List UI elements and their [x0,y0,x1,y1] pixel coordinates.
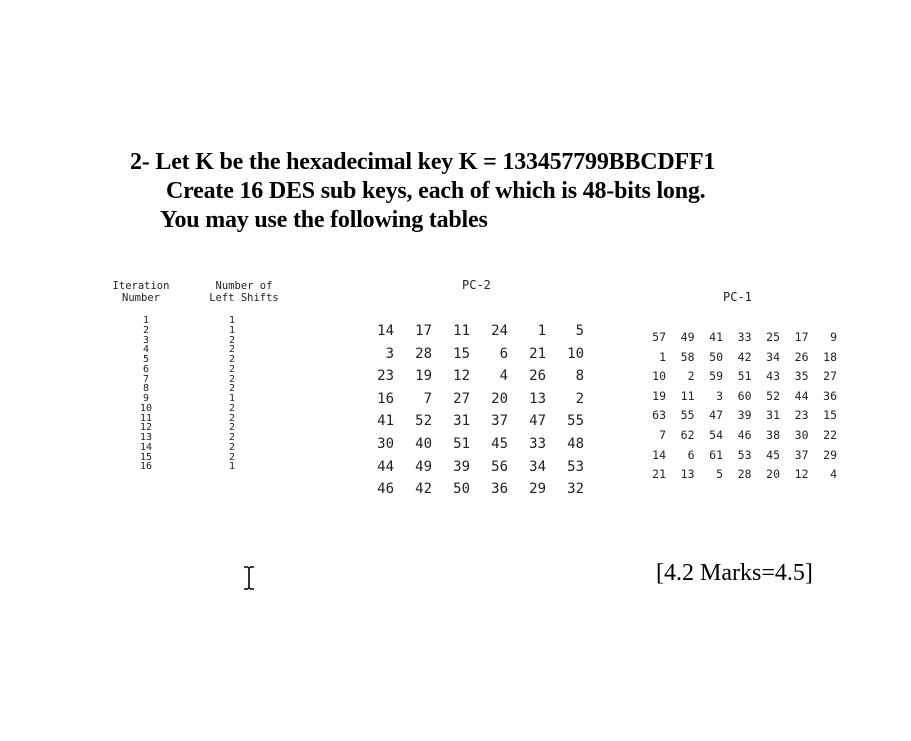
pc2-row [372,343,588,366]
pc2-cell: 2 [575,390,584,407]
pc1-row [648,348,842,368]
pc2-cell: 23 [377,368,394,385]
pc1-cell: 51 [737,369,752,384]
pc1-cell: 42 [737,349,752,364]
pc2-cell: 52 [415,413,432,430]
pc1-cell: 30 [794,427,809,442]
left-shift-cell: 2 [228,363,236,375]
pc2-table [372,320,588,501]
pc2-cell: 12 [453,368,470,385]
pc2-cell: 49 [415,458,432,475]
iteration-number-cell: 7 [142,373,150,385]
pc2-cell: 16 [377,390,394,407]
pc1-cell: 5 [716,467,723,482]
pc1-row [648,406,842,426]
pc2-cell: 20 [491,390,508,407]
pc1-cell: 53 [737,447,752,462]
pc2-cell: 55 [567,413,584,430]
header-text: Number [122,292,160,304]
pc1-cell: 39 [737,408,752,423]
pc2-row [372,478,588,501]
pc1-row [648,426,842,446]
left-shift-cell: 2 [228,373,236,385]
iteration-number-cell: 9 [142,393,150,404]
iteration-number-cell: 12 [139,422,153,434]
pc2-cell: 45 [491,435,508,452]
pc2-cell: 4 [499,368,508,385]
left-shift-cell: 1 [228,315,236,326]
pc2-cell: 32 [567,481,584,498]
pc2-cell: 53 [567,458,584,475]
pc1-cell: 4 [830,467,837,482]
pc1-title: PC-1 [723,290,752,304]
pc1-cell: 54 [709,427,723,442]
pc2-cell: 30 [377,435,394,452]
pc1-cell: 19 [652,388,666,403]
question-line-2: Create 16 DES sub keys, each of which is 48-bits long. [166,178,706,204]
iteration-number-cell: 14 [139,441,153,453]
pc2-cell: 15 [453,345,470,362]
pc1-cell: 52 [766,388,780,403]
pc1-cell: 62 [680,427,695,442]
pc2-cell: 51 [453,435,470,452]
left-shift-cell: 2 [228,354,236,365]
pc2-row [372,433,588,456]
iteration-number-cell: 10 [139,402,153,414]
pc2-cell: 41 [377,413,394,430]
iteration-number-cell: 1 [142,315,150,326]
pc1-table [648,328,842,485]
pc1-cell: 55 [680,408,695,423]
pc1-cell: 41 [709,330,723,344]
pc1-cell: 7 [659,427,666,442]
pc2-cell: 39 [453,458,470,475]
pc2-cell: 24 [491,323,508,339]
pc2-cell: 36 [491,481,508,498]
pc1-cell: 28 [737,467,752,482]
pc1-cell: 60 [737,388,752,403]
pc2-row [372,320,588,343]
pc2-cell: 46 [377,481,394,498]
header-text: Number of [215,280,273,292]
pc1-cell: 35 [794,369,809,384]
iteration-number-header [96,280,186,304]
pc2-cell: 40 [415,435,432,452]
pc1-cell: 10 [652,369,666,384]
left-shift-cell: 2 [228,432,236,443]
left-shift-cell: 2 [228,383,236,395]
pc2-row [372,388,588,411]
left-shift-cell: 2 [228,412,236,424]
pc1-row [648,465,842,485]
pc2-cell: 50 [453,481,470,498]
pc1-cell: 36 [823,388,837,403]
shifts-column [217,316,247,472]
pc1-cell: 50 [709,349,723,364]
pc2-cell: 1 [537,323,546,339]
left-shift-cell: 1 [228,393,236,404]
pc2-cell: 19 [415,368,432,385]
pc2-cell: 13 [529,390,546,407]
iteration-number-cell: 11 [139,412,153,424]
header-text: Iteration [112,280,170,292]
pc1-cell: 46 [737,427,752,442]
pc2-cell: 5 [575,323,584,339]
header-text: Left Shifts [209,292,279,304]
question-text [130,148,715,235]
left-shift-cell: 2 [228,334,236,346]
pc1-cell: 58 [680,349,695,364]
pc1-cell: 6 [687,447,695,462]
pc1-cell: 44 [794,388,809,403]
pc2-cell: 42 [415,481,432,498]
pc2-cell: 17 [415,323,432,339]
pc1-cell: 63 [652,408,666,423]
iteration-number-cell: 13 [139,432,153,443]
pc2-cell: 29 [529,481,546,498]
left-shifts-header [199,280,289,304]
iteration-column [131,316,161,472]
pc1-cell: 22 [823,427,837,442]
marks-label: [4.2 Marks=4.5] [656,560,813,586]
pc2-cell: 37 [491,413,508,430]
pc1-cell: 26 [794,349,809,364]
pc2-row [372,410,588,433]
pc1-cell: 59 [709,369,723,384]
left-shift-cell: 2 [228,441,236,453]
pc1-cell: 9 [830,330,837,344]
pc2-cell: 33 [529,435,546,452]
question-line-1: 2- Let K be the hexadecimal key K = 133457799BBCDFF1 [130,149,716,175]
pc2-cell: 47 [529,413,546,430]
pc1-cell: 31 [766,408,780,423]
pc1-cell: 1 [659,349,666,364]
pc2-row [372,456,588,479]
pc2-cell: 56 [491,458,508,475]
iteration-number-cell: 15 [139,451,153,463]
left-shift-cell: 1 [228,461,236,473]
pc1-cell: 49 [680,330,695,344]
pc2-cell: 10 [567,345,584,362]
iteration-number-cell: 4 [142,344,150,356]
left-shift-cell: 1 [228,324,236,336]
pc2-cell: 3 [385,345,394,362]
pc2-row [372,365,588,388]
pc1-cell: 11 [680,388,695,403]
text-cursor-icon [241,566,257,590]
pc2-cell: 6 [499,345,508,362]
pc2-cell: 26 [529,368,546,385]
pc1-cell: 43 [766,369,780,384]
left-shift-cell: 2 [228,451,236,463]
pc1-cell: 61 [709,447,723,462]
pc1-cell: 17 [794,330,809,344]
pc2-cell: 48 [567,435,584,452]
iteration-number-cell: 16 [139,461,153,473]
pc2-cell: 14 [377,323,394,339]
pc1-cell: 45 [766,447,780,462]
iteration-number-cell: 3 [142,334,150,346]
pc1-row [648,367,842,387]
left-shift-cell: 2 [228,344,236,356]
pc1-cell: 57 [652,330,666,344]
left-shift-cell: 2 [228,422,236,434]
pc1-cell: 21 [652,467,666,482]
left-shift-cell: 2 [228,402,236,414]
pc1-row [648,387,842,407]
pc1-cell: 23 [794,408,809,423]
iteration-number-cell: 5 [142,354,150,365]
pc2-cell: 11 [453,323,470,339]
pc1-cell: 33 [737,330,752,344]
pc2-cell: 28 [415,345,432,362]
pc1-cell: 47 [709,408,723,423]
pc2-cell: 31 [453,413,470,430]
pc2-cell: 27 [453,390,470,407]
pc1-cell: 15 [823,408,837,423]
pc2-title: PC-2 [462,278,491,292]
pc1-cell: 25 [766,330,780,344]
pc1-cell: 37 [794,447,809,462]
pc1-cell: 38 [766,427,780,442]
pc1-cell: 27 [823,369,837,384]
pc1-cell: 14 [652,447,666,462]
pc1-cell: 2 [687,369,695,384]
pc1-cell: 20 [766,467,780,482]
pc1-cell: 13 [680,467,695,482]
pc1-row [648,328,842,348]
pc2-cell: 21 [529,345,546,362]
iteration-number-cell: 2 [142,324,150,336]
pc2-cell: 8 [575,368,584,385]
pc1-cell: 18 [823,349,837,364]
pc1-cell: 34 [766,349,780,364]
pc2-cell: 44 [377,458,394,475]
pc1-cell: 12 [794,467,809,482]
question-line-3: You may use the following tables [160,207,488,233]
pc2-cell: 7 [423,390,432,407]
iteration-number-cell: 6 [142,363,150,375]
pc1-row [648,446,842,466]
pc1-cell: 29 [823,447,837,462]
pc1-cell: 3 [716,388,723,403]
pc2-cell: 34 [529,458,546,475]
iteration-number-cell: 8 [142,383,150,395]
